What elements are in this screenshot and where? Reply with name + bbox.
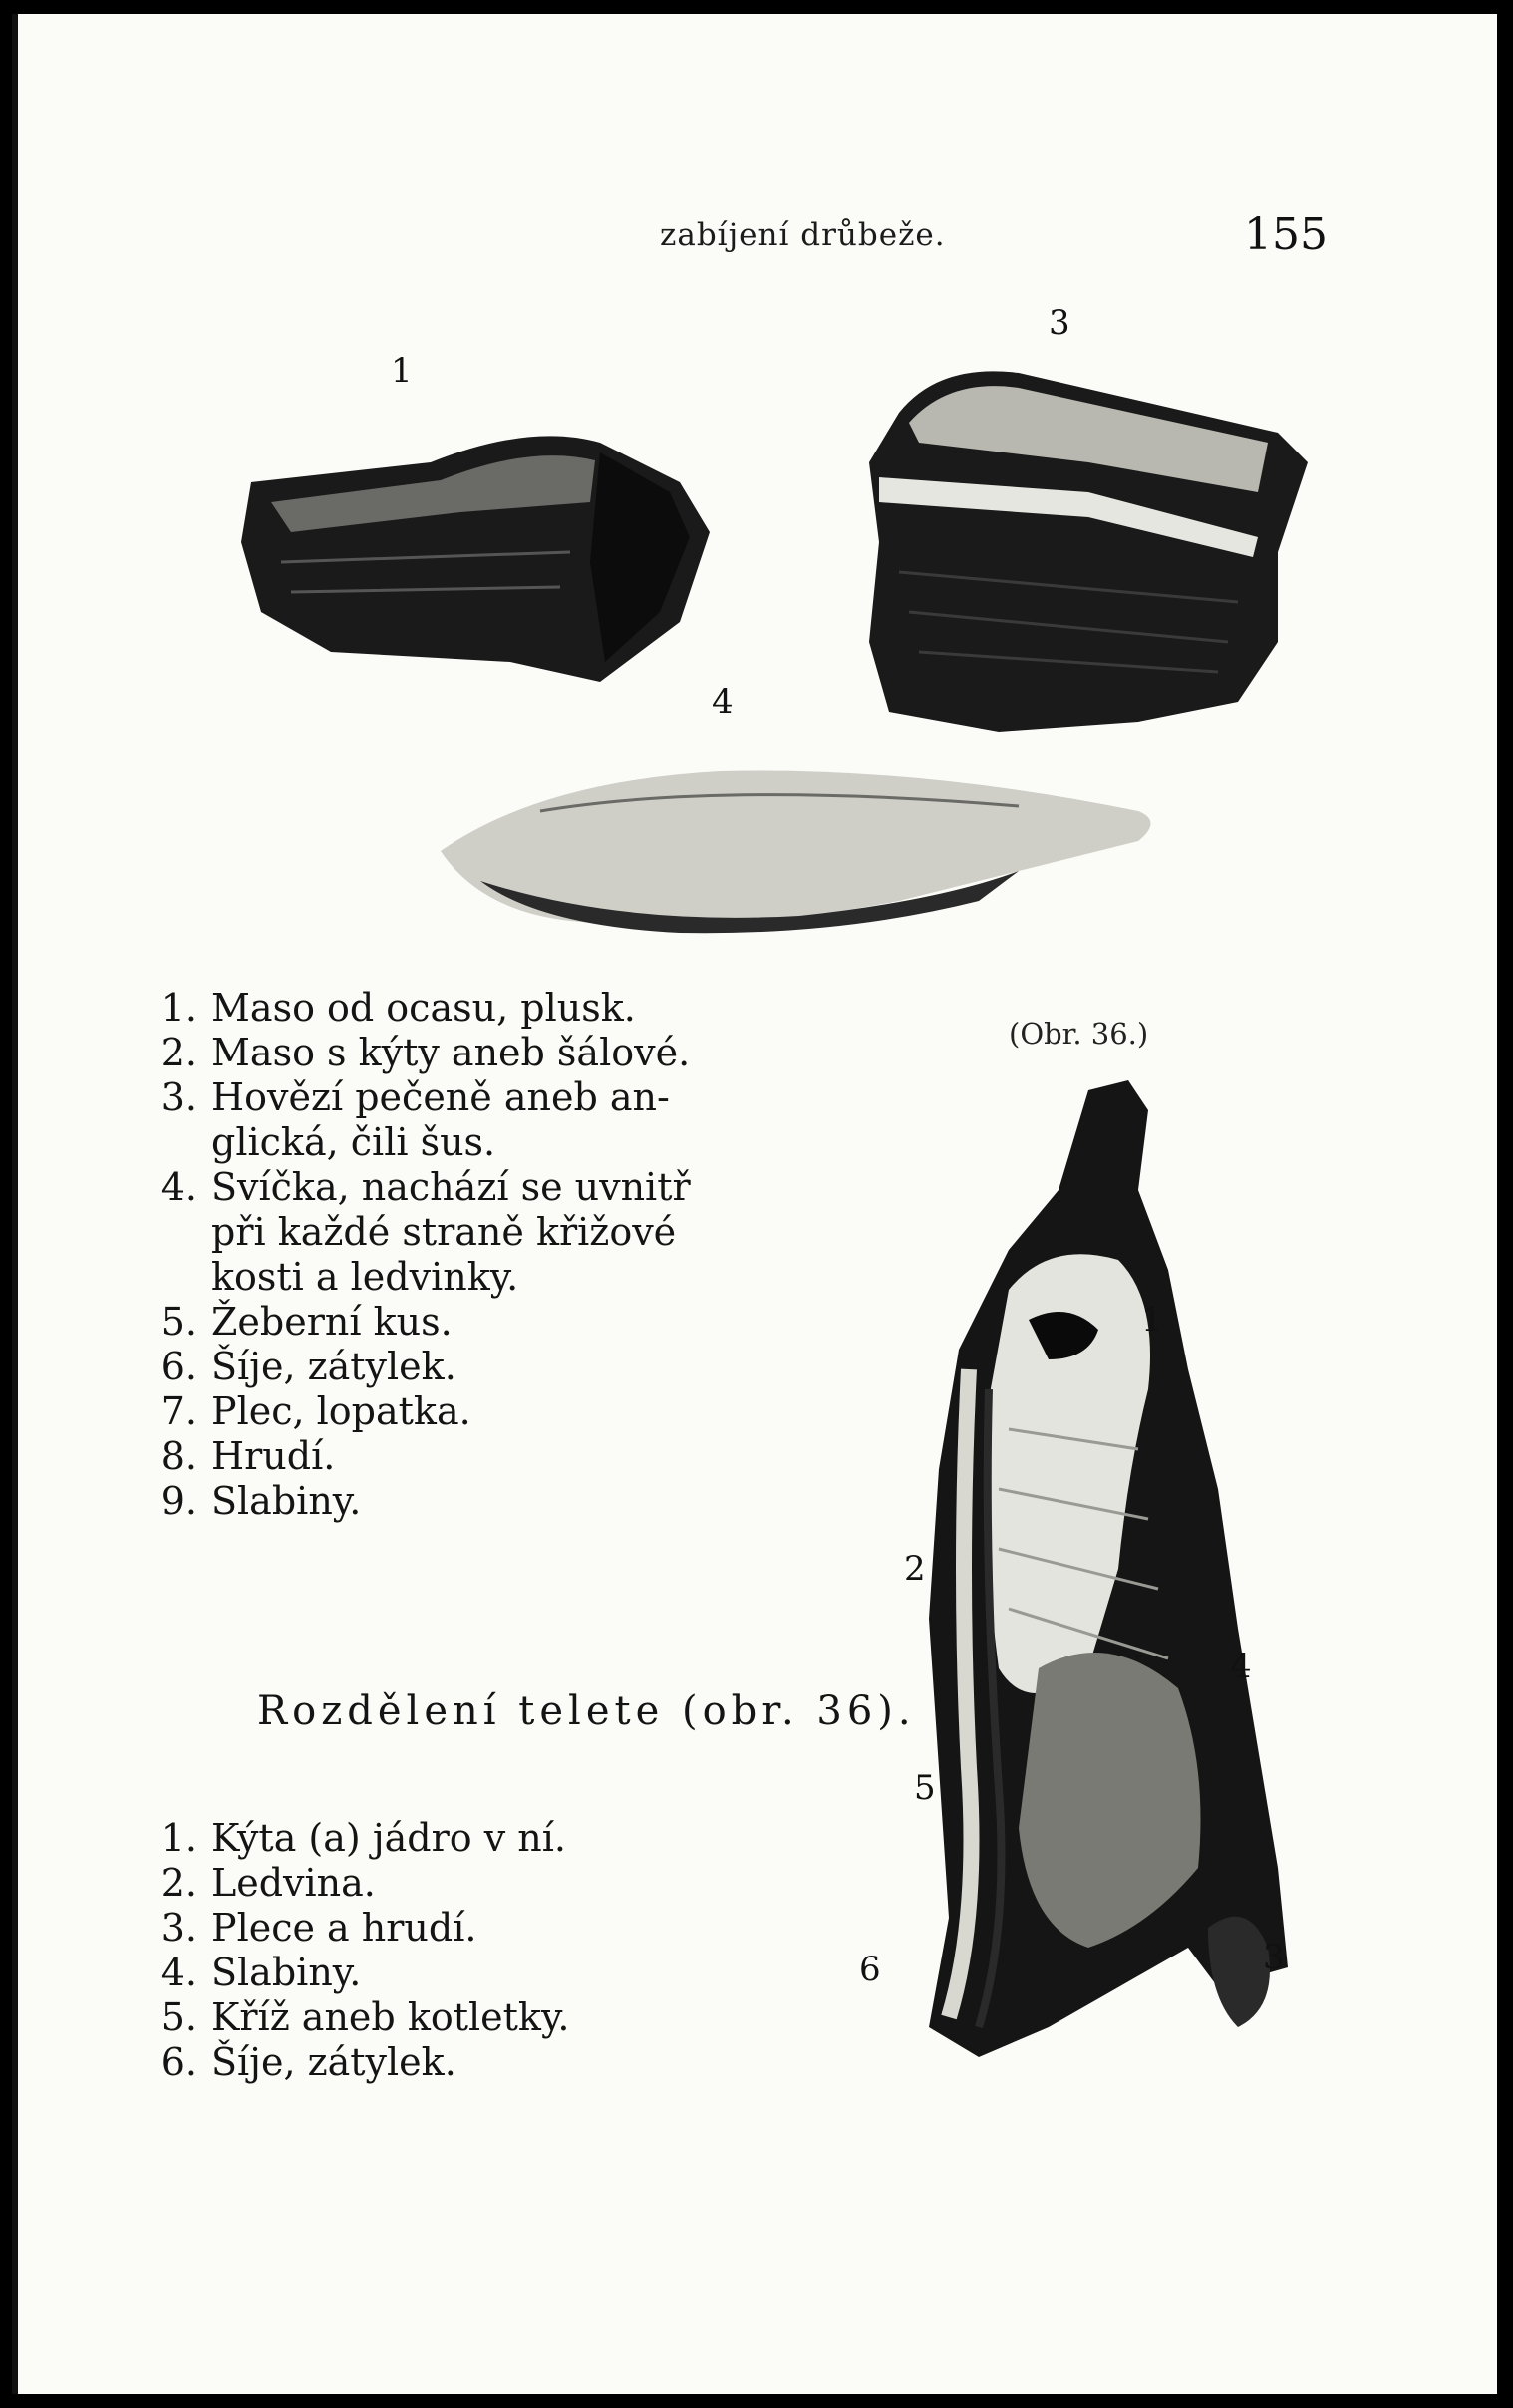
figure-label-4: 4 xyxy=(712,682,734,722)
list-item: 3. Hovězí pečeně aneb an- xyxy=(160,1075,670,1119)
list-item: 1. Maso od ocasu, plusk. xyxy=(160,986,636,1030)
list-item-continuation: kosti a ledvinky. xyxy=(211,1255,519,1299)
list-item: 3. Plece a hrudí. xyxy=(160,1906,477,1950)
list-item-continuation: při každé straně křižové xyxy=(211,1210,677,1254)
veal-label-1: 1 xyxy=(1141,1300,1163,1340)
page-number: 155 xyxy=(1244,209,1328,260)
list-item: 1. Kýta (a) jádro v ní. xyxy=(160,1816,566,1860)
veal-label-4: 4 xyxy=(1230,1647,1252,1686)
list-item: 2. Maso s kýty aneb šálové. xyxy=(160,1031,691,1074)
meat-cut-1-illustration xyxy=(211,363,730,692)
list-item: 7. Plec, lopatka. xyxy=(160,1389,471,1433)
list-item: 8. Hrudí. xyxy=(160,1434,336,1478)
veal-carcass-illustration xyxy=(889,1070,1308,2067)
page-header xyxy=(12,209,1497,269)
list-item: 6. Šíje, zátylek. xyxy=(160,1345,456,1388)
veal-label-3: 3 xyxy=(1263,1938,1285,1977)
veal-label-2: 2 xyxy=(904,1549,926,1589)
beef-cuts-list xyxy=(142,986,691,1524)
meat-cut-3-illustration xyxy=(839,343,1328,742)
list-item: 5. Kříž aneb kotletky. xyxy=(160,1995,570,2039)
list-item: 6. Šíje, zátylek. xyxy=(160,2040,456,2084)
list-item: 5. Žeberní kus. xyxy=(160,1300,453,1344)
section-title: Rozdělení telete (obr. 36). xyxy=(257,1688,916,1734)
running-title: zabíjení drůbeže. xyxy=(660,217,946,253)
figure-label-3: 3 xyxy=(1049,303,1070,343)
meat-cut-4-illustration xyxy=(421,752,1168,941)
list-item: 4. Svíčka, nachází se uvnitř xyxy=(160,1165,691,1209)
veal-cuts-list xyxy=(142,1816,569,2085)
book-page xyxy=(12,14,1497,2394)
veal-label-6: 6 xyxy=(859,1950,881,1989)
veal-label-5: 5 xyxy=(914,1768,936,1808)
list-item: 4. Slabiny. xyxy=(160,1951,362,1994)
figure-caption: (Obr. 36.) xyxy=(1009,1017,1149,1051)
page-edge-shadow xyxy=(12,14,18,2394)
figure-label-1: 1 xyxy=(391,351,413,391)
list-item: 2. Ledvina. xyxy=(160,1861,376,1905)
list-item: 9. Slabiny. xyxy=(160,1479,362,1523)
list-item-continuation: glická, čili šus. xyxy=(211,1120,496,1164)
